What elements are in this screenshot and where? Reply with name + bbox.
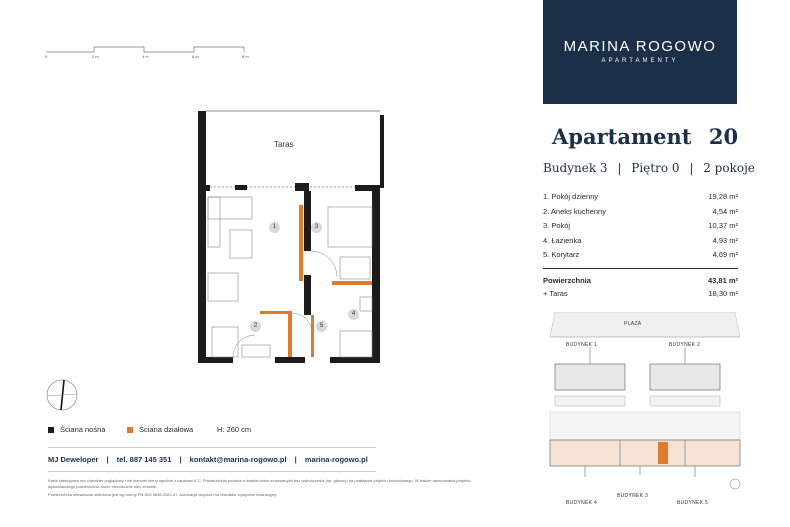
room-area: 10,37 m² bbox=[708, 221, 738, 230]
room-marker-3: 3 bbox=[311, 222, 322, 233]
brand-logo bbox=[543, 0, 737, 104]
company-name: MJ Deweloper bbox=[48, 455, 99, 464]
legend-load-bearing-label: Ściana nośna bbox=[60, 425, 106, 434]
email-link[interactable]: kontakt@marina-rogowo.pl bbox=[189, 455, 287, 464]
terrace-value: 18,30 m² bbox=[708, 289, 738, 298]
floor: Piętro 0 bbox=[631, 161, 680, 175]
totals bbox=[543, 276, 738, 302]
building: Budynek 3 bbox=[543, 161, 608, 175]
rooms-count: 2 pokoje bbox=[703, 161, 755, 175]
room-row bbox=[543, 250, 738, 265]
scale-tick-6: 6 m bbox=[192, 54, 199, 59]
room-marker-1: 1 bbox=[269, 222, 280, 233]
legend-partition-label: Ściana działowa bbox=[139, 425, 194, 434]
divider bbox=[543, 268, 738, 269]
legend-partition bbox=[127, 425, 193, 434]
partition-swatch bbox=[127, 427, 133, 433]
room-marker-4: 4 bbox=[348, 309, 359, 320]
footer-divider bbox=[48, 447, 376, 448]
site-label-building-4: BUDYNEK 4 bbox=[566, 500, 598, 506]
site-label-building-2: BUDYNEK 2 bbox=[669, 342, 701, 348]
total-area-row bbox=[543, 276, 738, 289]
website-link[interactable]: marina-rogowo.pl bbox=[304, 455, 368, 464]
total-area-label: Powierzchnia bbox=[543, 276, 591, 285]
apartment-title-word: Apartament bbox=[552, 124, 692, 149]
apartment-subtitle: Budynek 3 | Piętro 0 | 2 pokoje bbox=[543, 161, 755, 175]
room-list bbox=[543, 192, 738, 265]
site-label-plaza: PLAZA bbox=[624, 321, 642, 327]
terrace-label: Taras bbox=[274, 140, 294, 149]
scale-tick-2: 2 m bbox=[92, 54, 99, 59]
room-name: 3. Pokój bbox=[543, 221, 571, 230]
room-area: 4,54 m² bbox=[712, 206, 738, 216]
room-row bbox=[543, 221, 738, 236]
site-label-building-3: BUDYNEK 3 bbox=[617, 493, 649, 499]
room-marker-2: 2 bbox=[250, 321, 261, 332]
load-bearing-swatch bbox=[48, 427, 54, 433]
room-area: 19,28 m² bbox=[708, 192, 738, 201]
room-row bbox=[543, 207, 738, 222]
room-name: 2. Aneks kuchenny bbox=[543, 206, 606, 216]
disclaimer-text-2: Powierzchnia mieszkania obliczana jest wg normy PN-ISO 9836:2022-07. Aranżacja wnętrza ma charakter wyłącznie ilustracyjny. bbox=[48, 492, 277, 497]
footer-divider bbox=[48, 471, 376, 472]
contact-sep: | bbox=[106, 455, 109, 464]
scale-tick-8: 8 m bbox=[242, 54, 249, 59]
legend-height: H: 260 cm bbox=[217, 425, 252, 434]
scale-tick-0: 0 bbox=[45, 54, 48, 59]
site-label-building-1: BUDYNEK 1 bbox=[566, 342, 598, 348]
disclaimer-text: Karta katalogowa ma charakter poglądowy i nie stanowi oferty zgodnie z zapisami K.C. Powierzchnia podana w świetle ścian murowanych bez wykończenia (np. glazury) na podstawie projektu budowlanego. W trakcie opracowania projektu wykonawczego powierzchnia może nieznacznie ulec zmianie. bbox=[48, 478, 471, 489]
phone: tel. 887 145 351 bbox=[116, 455, 172, 464]
legend-load-bearing bbox=[48, 425, 105, 434]
apartment-number: 20 bbox=[708, 124, 739, 149]
room-row bbox=[543, 192, 738, 207]
compass-icon bbox=[45, 378, 79, 412]
contact-sep: | bbox=[294, 455, 297, 464]
floor-plan bbox=[190, 105, 390, 370]
room-name: 1. Pokój dzienny bbox=[543, 192, 599, 201]
terrace-label: + Taras bbox=[543, 289, 568, 298]
scale-tick-4: 4 m bbox=[142, 54, 149, 59]
site-plan bbox=[545, 312, 745, 492]
terrace-row bbox=[543, 289, 738, 302]
room-name: 4. Łazienka bbox=[543, 235, 582, 245]
room-area: 4,93 m² bbox=[712, 235, 738, 245]
room-row bbox=[543, 236, 738, 251]
brand-name: MARINA ROGOWO bbox=[563, 38, 717, 55]
contact-sep: | bbox=[179, 455, 182, 464]
apartment-title bbox=[552, 124, 738, 149]
scale-bar bbox=[44, 44, 264, 54]
contact-line bbox=[48, 455, 368, 464]
total-area-value: 43,81 m² bbox=[707, 276, 738, 285]
site-label-building-5: BUDYNEK 5 bbox=[677, 500, 709, 506]
brand-tagline: APARTAMENTY bbox=[601, 58, 679, 64]
room-name: 5. Korytarz bbox=[543, 250, 580, 259]
room-marker-5: 5 bbox=[316, 321, 327, 332]
room-area: 4,69 m² bbox=[712, 250, 738, 259]
